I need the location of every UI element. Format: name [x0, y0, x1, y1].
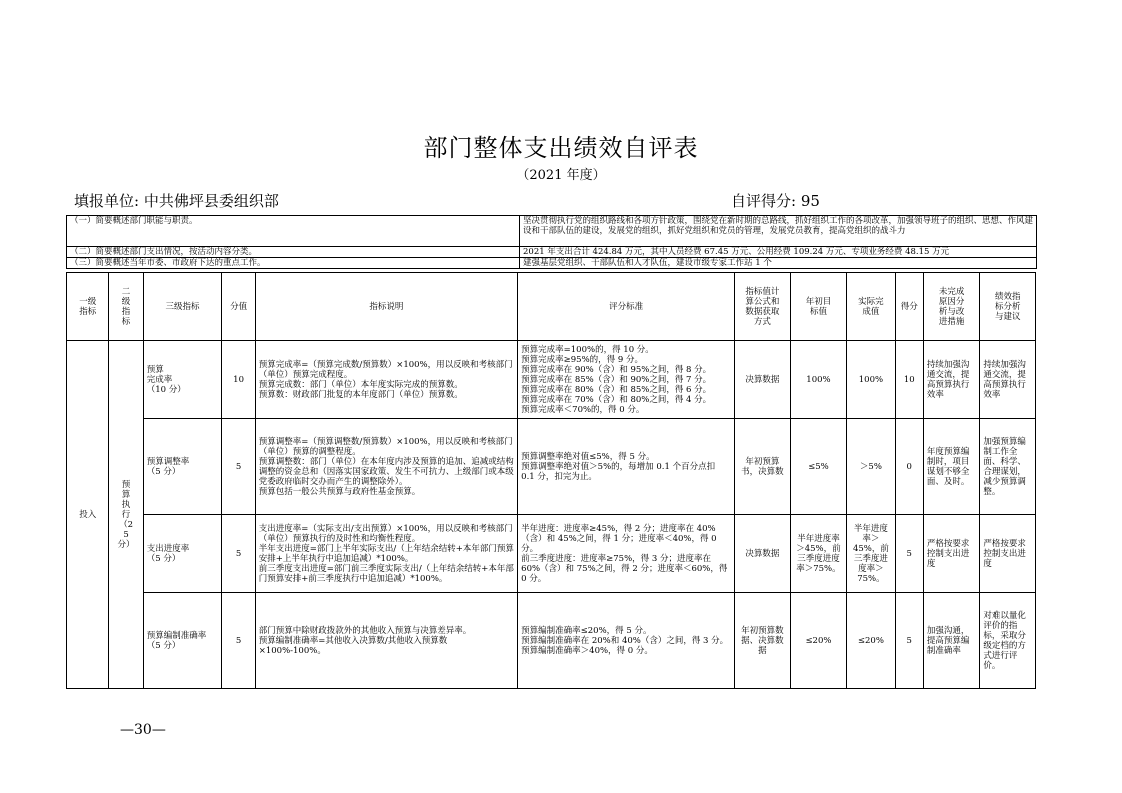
header-cell: 绩效指 标分析 与建议: [980, 273, 1036, 341]
indicator-reason: 加强沟通，提高预算编制准确率: [923, 593, 980, 689]
header-cell: 得分: [895, 273, 923, 341]
indicator-name: 预算 完成率 （10 分）: [143, 341, 222, 419]
indicator-name: 预算调整率 （5 分）: [143, 419, 222, 515]
summary-table: [66, 215, 1037, 269]
header-cell: 评分标准: [518, 273, 735, 341]
indicator-score: 10: [222, 341, 255, 419]
summary-value: 坚决贯彻执行党的组织路线和各项方针政策，围绕党在新时期的总路线，抓好组织工作的各项改革，加强领导班子的组织、思想、作风建设和干部队伍的建设，发展党的组织，抓好党组织和党员的管理，发展党员教育，提高党组织的战斗力: [520, 216, 1037, 247]
header-cell: 指标说明: [255, 273, 517, 341]
filing-unit: 填报单位: 中共佛坪县委组织部: [74, 192, 279, 210]
indicator-score: 5: [222, 515, 255, 593]
indicator-advice: 持续加强沟通交流，提高预算执行效率: [980, 341, 1036, 419]
indicator-got: 10: [895, 341, 923, 419]
summary-label: （二）简要概述部门支出情况，按活动内容分类。: [67, 247, 520, 258]
indicator-actual: ＞5%: [847, 419, 895, 515]
indicator-name: 预算编制准确率（5 分）: [143, 593, 222, 689]
header-cell: 实际完 成值: [847, 273, 895, 341]
indicator-method: 决算数据: [735, 341, 791, 419]
year-subtitle: （2021 年度）: [516, 168, 606, 183]
indicator-reason: 严格按要求控制支出进度: [923, 515, 980, 593]
header-row: [67, 273, 1036, 341]
indicator-advice: 加强预算编制工作全面、科学、合理谋划，减少预算调整。: [980, 419, 1036, 515]
summary-label: （一）简要概述部门职能与职责。: [67, 216, 520, 247]
indicator-target: ≤20%: [790, 593, 847, 689]
level1-cell: 投入: [67, 341, 109, 689]
indicator-score: 5: [222, 593, 255, 689]
page-number: —30—: [120, 722, 166, 738]
self-score: 自评得分: 95: [731, 192, 820, 210]
table-row: [67, 593, 1036, 689]
level2-cell: 预 算 执 行 （2 5 分）: [109, 341, 143, 689]
page-title: 部门整体支出绩效自评表: [423, 134, 699, 162]
header-cell: 未完成 原因分 析与改 进措施: [923, 273, 980, 341]
indicator-criteria: 半年进度：进度率≥45%，得 2 分；进度率在 40%（含）和 45%之间，得 1 分；进度率＜40%，得 0 分。 前三季度进度：进度率≥75%，得 3 分；进度率在 60%（含）和 75%之间，得 2 分；进度率＜60%，得 0 分。: [518, 515, 735, 593]
indicator-got: 5: [895, 593, 923, 689]
table-row: [67, 515, 1036, 593]
indicator-criteria: 预算编制准确率≤20%，得 5 分。 预算编制准确率在 20%和 40%（含）之间，得 3 分。 预算编制准确率＞40%，得 0 分。: [518, 593, 735, 689]
indicator-target: ≤5%: [790, 419, 847, 515]
indicator-advice: 对难以量化评价的指标，采取分级定档的方式进行评价。: [980, 593, 1036, 689]
indicator-got: 5: [895, 515, 923, 593]
indicator-actual: ≤20%: [847, 593, 895, 689]
header-cell: 指标值计 算公式和 数据获取 方式: [735, 273, 791, 341]
table-row: [67, 419, 1036, 515]
summary-row: [67, 247, 1037, 258]
table-row: [67, 341, 1036, 419]
indicator-desc: 部门预算中除财政拨款外的其他收入预算与决算差异率。 预算编制准确率=其他收入决算数/其他收入预算数×100%-100%。: [255, 593, 517, 689]
summary-value: 建强基层党组织、干部队伍和人才队伍，建设市级专家工作站 1 个: [520, 258, 1037, 269]
indicator-desc: 支出进度率=（实际支出/支出预算）×100%，用以反映和考核部门（单位）预算执行的及时性和均衡性程度。 半年支出进度=部门上半年实际支出/（上年结余结转+本年部门预算安排+上半年执行中追加追减）*100%。 前三季度支出进度=部门前三季度实际支出/（上年结余结转+本年部门预算安排+前三季度执行中追加追减）*100%。: [255, 515, 517, 593]
indicator-desc: 预算完成率=（预算完成数/预算数）×100%，用以反映和考核部门（单位）预算完成程度。 预算完成数：部门（单位）本年度实际完成的预算数。 预算数：财政部门批复的本年度部门（单位）预算数。: [255, 341, 517, 419]
indicator-reason: 年度预算编制时，项目谋划不够全面、及时。: [923, 419, 980, 515]
summary-row: [67, 216, 1037, 247]
indicator-target: 半年进度率＞45%，前三季度进度率＞75%。: [790, 515, 847, 593]
indicator-actual: 半年进度率＞45%，前三季度进度率＞75%。: [847, 515, 895, 593]
indicator-score: 5: [222, 419, 255, 515]
summary-value: 2021 年支出合计 424.84 万元，其中人员经费 67.45 万元、公用经费 109.24 万元、专项业务经费 48.15 万元: [520, 247, 1037, 258]
indicator-target: 100%: [790, 341, 847, 419]
summary-row: [67, 258, 1037, 269]
indicator-method: 决算数据: [735, 515, 791, 593]
indicator-name: 支出进度率 （5 分）: [143, 515, 222, 593]
indicator-reason: 持续加强沟通交流，提高预算执行效率: [923, 341, 980, 419]
header-cell: 年初目 标值: [790, 273, 847, 341]
indicator-advice: 严格按要求控制支出进度: [980, 515, 1036, 593]
header-cell: 三级指标: [143, 273, 222, 341]
header-cell: 二 级 指 标: [109, 273, 143, 341]
header-cell: 分值: [222, 273, 255, 341]
indicator-criteria: 预算完成率=100%的，得 10 分。 预算完成率≥95%的，得 9 分。 预算完成率在 90%（含）和 95%之间，得 8 分。 预算完成率在 85%（含）和 90%之间，得 7 分。 预算完成率在 80%（含）和 85%之间，得 6 分。 预算完成率在 70%（含）和 80%之间，得 4 分。 预算完成率＜70%的，得 0 分。: [518, 341, 735, 419]
indicator-got: 0: [895, 419, 923, 515]
summary-label: （三）简要概述当年市委、市政府下达的重点工作。: [67, 258, 520, 269]
indicator-criteria: 预算调整率绝对值≤5%，得 5 分。 预算调整率绝对值＞5%的，每增加 0.1 个百分点扣 0.1 分，扣完为止。: [518, 419, 735, 515]
indicator-desc: 预算调整率=（预算调整数/预算数）×100%，用以反映和考核部门（单位）预算的调整程度。 预算调整数：部门（单位）在本年度内涉及预算的追加、追减或结构调整的资金总和（因落实国家政策、发生不可抗力、上级部门或本级党委政府临时交办而产生的调整除外）。 预算包括一般公共预算与政府性基金预算。: [255, 419, 517, 515]
indicator-method: 年初预算书，决算数: [735, 419, 791, 515]
indicator-method: 年初预算数据、决算数据: [735, 593, 791, 689]
header-cell: 一级 指标: [67, 273, 109, 341]
indicator-actual: 100%: [847, 341, 895, 419]
indicator-table: [66, 272, 1036, 689]
